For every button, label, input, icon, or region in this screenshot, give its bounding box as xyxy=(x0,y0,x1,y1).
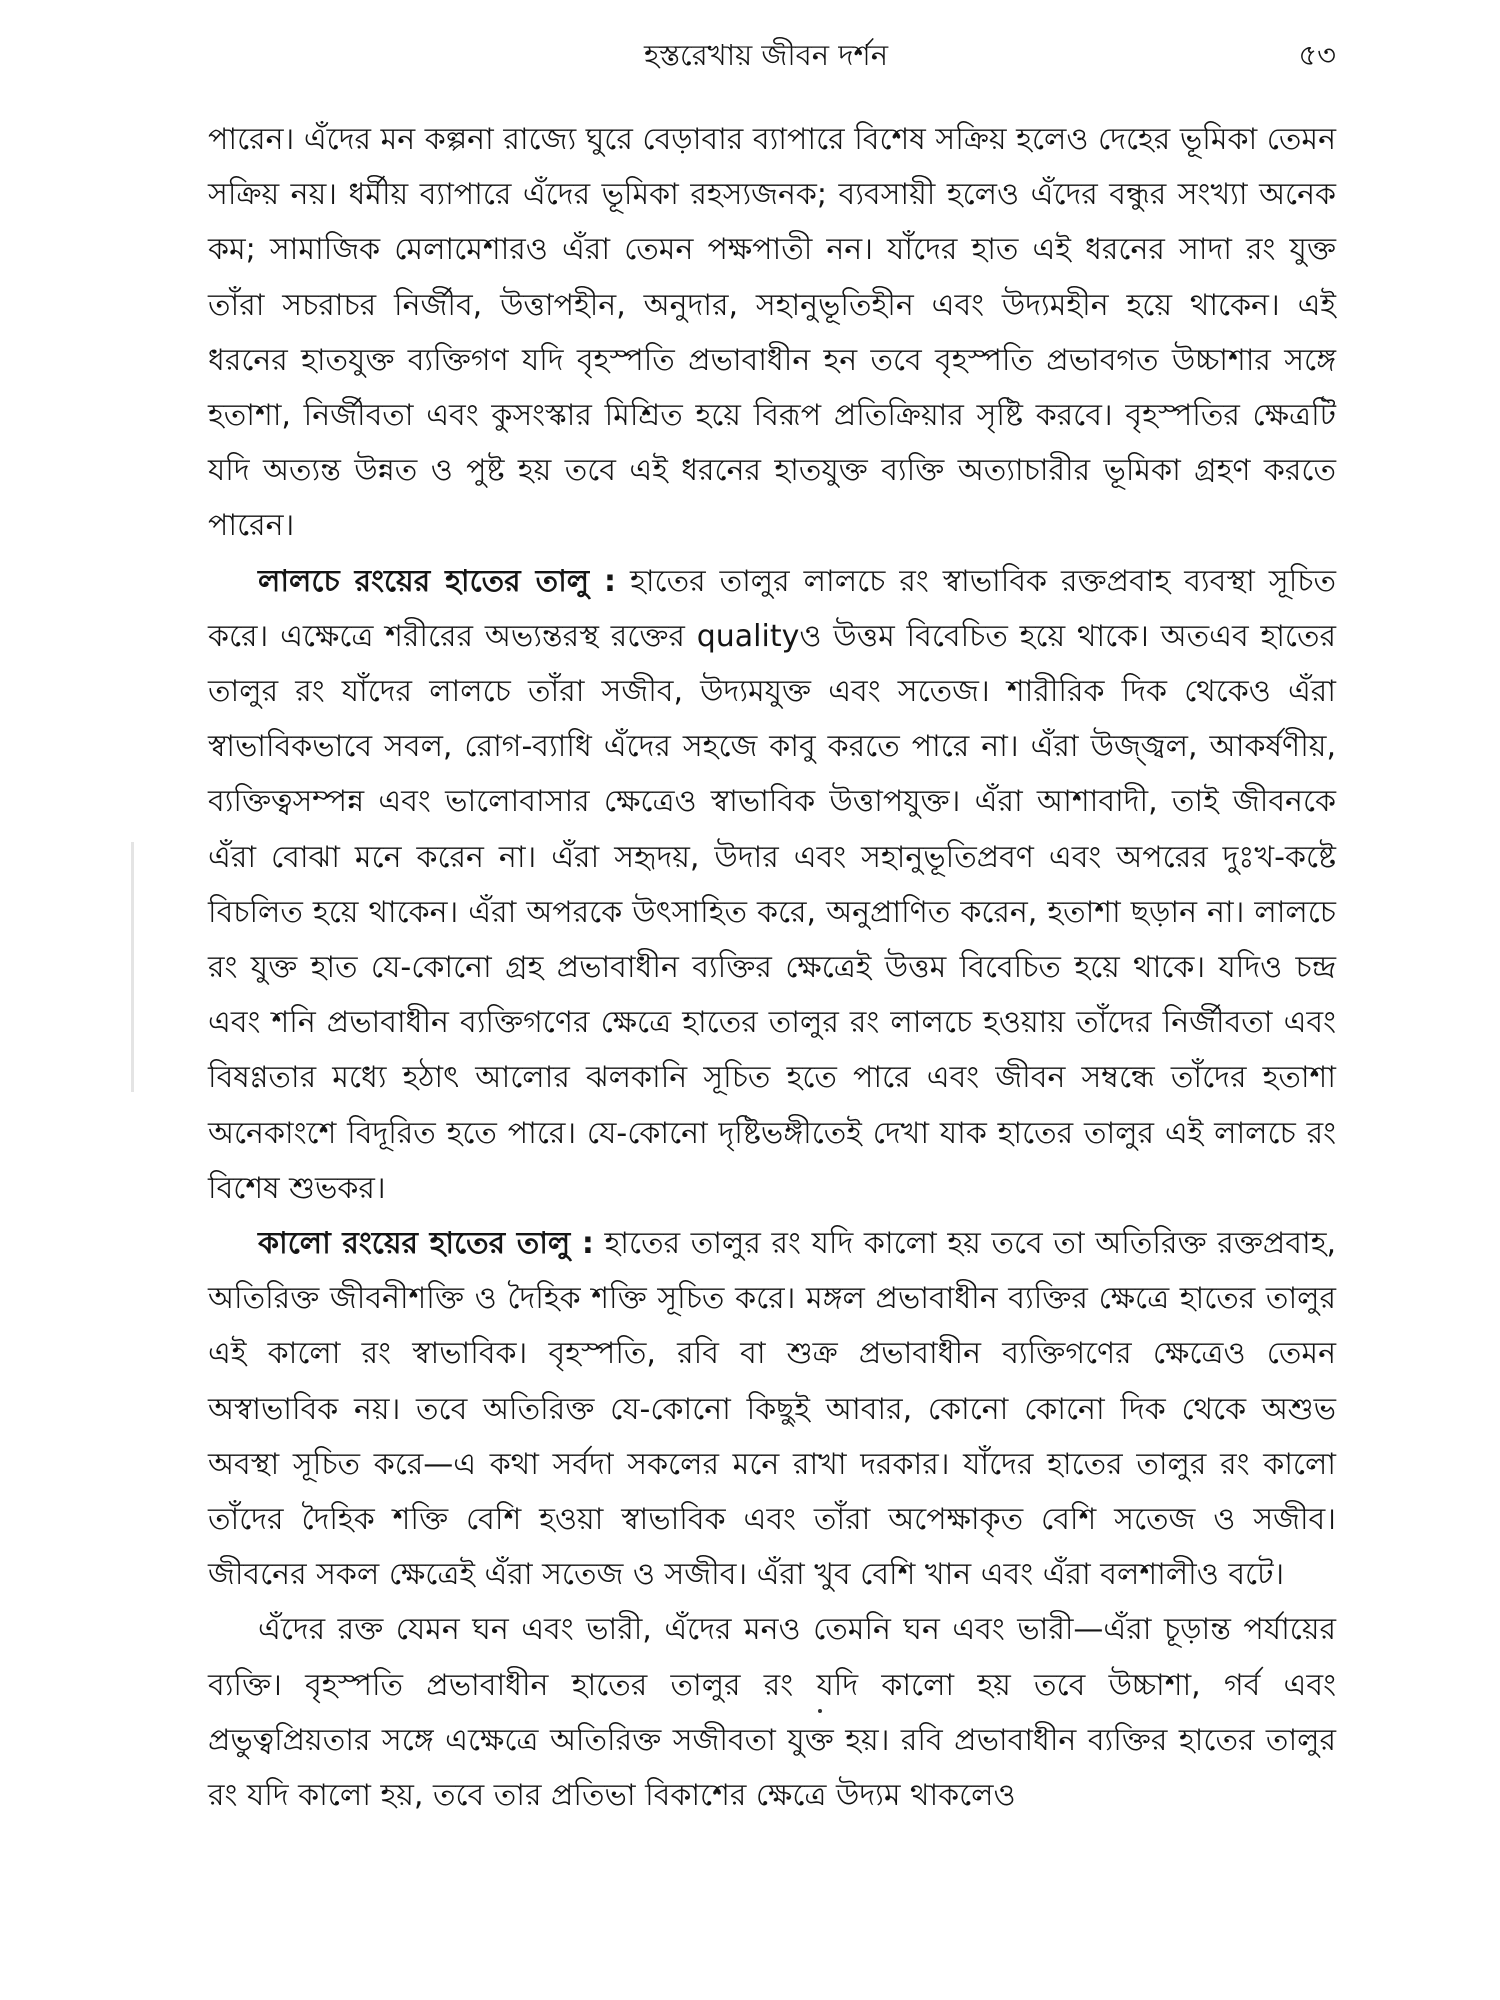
paragraph-text: এঁদের রক্ত যেমন ঘন এবং ভারী, এঁদের মনও তেমনি ঘন এবং ভারী—এঁরা চূড়ান্ত পর্যায়ের ব্যক্তি। বৃহস্পতি প্রভাবাধীন হাতের তালুর রং যদি কালো হয় তবে উচ্চাশা, গর্ব এবং প্রভুত্বপ্রিয়তার সঙ্গে এক্ষেত্রে অতিরিক্ত সজীবতা যুক্ত হয়। রবি প্রভাবাধীন ব্যক্তির হাতের তালুর রং যদি কালো হয়, তবে তার প্রতিভা বিকাশের ক্ষেত্রে উদ্যম থাকলেও xyxy=(208,1612,1336,1814)
page-number: ৫৩ xyxy=(1298,38,1336,72)
scan-speck xyxy=(818,1709,822,1713)
paragraph-black-palm-continued xyxy=(208,1602,1336,1823)
paragraph-text: পারেন। এঁদের মন কল্পনা রাজ্যে ঘুরে বেড়াবার ব্যাপারে বিশেষ সক্রিয় হলেও দেহের ভূমিকা তেমন সক্রিয় নয়। ধর্মীয় ব্যাপারে এঁদের ভূমিকা রহস্যজনক; ব্যবসায়ী হলেও এঁদের বন্ধুর সংখ্যা অনেক কম; সামাজিক মেলামেশারও এঁরা তেমন পক্ষপাতী নন। যাঁদের হাত এই ধরনের সাদা রং যুক্ত তাঁরা সচরাচর নির্জীব, উত্তাপহীন, অনুদার, সহানুভূতিহীন এবং উদ্যমহীন হয়ে থাকেন। এই ধরনের হাতযুক্ত ব্যক্তিগণ যদি বৃহস্পতি প্রভাবাধীন হন তবে বৃহস্পতি প্রভাবগত উচ্চাশার সঙ্গে হতাশা, নির্জীবতা এবং কুসংস্কার মিশ্রিত হয়ে বিরূপ প্রতিক্রিয়ার সৃষ্টি করবে। বৃহস্পতির ক্ষেত্রটি যদি অত্যন্ত উন্নত ও পুষ্ট হয় তবে এই ধরনের হাতযুক্ত ব্যক্তি অত্যাচারীর ভূমিকা গ্রহণ করতে পারেন। xyxy=(208,122,1336,544)
paragraph-text: হাতের তালুর রং যদি কালো হয় তবে তা অতিরিক্ত রক্তপ্রবাহ, অতিরিক্ত জীবনীশক্তি ও দৈহিক শক্তি সূচিত করে। মঙ্গল প্রভাবাধীন ব্যক্তির ক্ষেত্রে হাতের তালুর এই কালো রং স্বাভাবিক। বৃহস্পতি, রবি বা শুক্র প্রভাবাধীন ব্যক্তিগণের ক্ষেত্রেও তেমন অস্বাভাবিক নয়। তবে অতিরিক্ত যে-কোনো কিছুই আবার, কোনো কোনো দিক থেকে অশুভ অবস্থা সূচিত করে—এ কথা সর্বদা সকলের মনে রাখা দরকার। যাঁদের হাতের তালুর রং কালো তাঁদের দৈহিক শক্তি বেশি হওয়া স্বাভাবিক এবং তাঁরা অপেক্ষাকৃত বেশি সতেজ ও সজীব। জীবনের সকল ক্ষেত্রেই এঁরা সতেজ ও সজীব। এঁরা খুব বেশি খান এবং এঁরা বলশালীও বটে। xyxy=(208,1226,1336,1593)
paragraph-continued xyxy=(208,112,1336,554)
section-heading-reddish-palm: লালচে রংয়ের হাতের তালু : xyxy=(258,563,617,599)
paragraph-text: হাতের তালুর লালচে রং স্বাভাবিক রক্তপ্রবাহ ব্যবস্থা সূচিত করে। এক্ষেত্রে শরীরের অভ্যন্তরস্থ রক্তের qualityও উত্তম বিবেচিত হয়ে থাকে। অতএব হাতের তালুর রং যাঁদের লালচে তাঁরা সজীব, উদ্যমযুক্ত এবং সতেজ। শারীরিক দিক থেকেও এঁরা স্বাভাবিকভাবে সবল, রোগ-ব্যাধি এঁদের সহজে কাবু করতে পারে না। এঁরা উজ্জ্বল, আকর্ষণীয়, ব্যক্তিত্বসম্পন্ন এবং ভালোবাসার ক্ষেত্রেও স্বাভাবিক উত্তাপযুক্ত। এঁরা আশাবাদী, তাই জীবনকে এঁরা বোঝা মনে করেন না। এঁরা সহৃদয়, উদার এবং সহানুভূতিপ্রবণ এবং অপরের দুঃখ-কষ্টে বিচলিত হয়ে থাকেন। এঁরা অপরকে উৎসাহিত করে, অনুপ্রাণিত করেন, হতাশা ছড়ান না। লালচে রং যুক্ত হাত যে-কোনো গ্রহ প্রভাবাধীন ব্যক্তির ক্ষেত্রেই উত্তম বিবেচিত হয়ে থাকে। যদিও চন্দ্র এবং শনি প্রভাবাধীন ব্যক্তিগণের ক্ষেত্রে হাতের তালুর রং লালচে হওয়ায় তাঁদের নির্জীবতা এবং বিষণ্ণতার মধ্যে হঠাৎ আলোর ঝলকানি সূচিত হতে পারে এবং জীবন সম্বন্ধে তাঁদের হতাশা অনেকাংশে বিদূরিত হতে পারে। যে-কোনো দৃষ্টিভঙ্গীতেই দেখা যাক হাতের তালুর এই লালচে রং বিশেষ শুভকর। xyxy=(208,563,1336,1206)
scan-edge-mark xyxy=(131,842,134,1092)
running-title: হস্তরেখায় জীবন দর্শন xyxy=(643,38,889,72)
paragraph-reddish-palm xyxy=(208,554,1336,1216)
section-heading-black-palm: কালো রংয়ের হাতের তালু : xyxy=(258,1226,594,1262)
running-header xyxy=(196,30,1336,80)
body-text xyxy=(208,112,1336,1823)
paragraph-black-palm xyxy=(208,1216,1336,1602)
